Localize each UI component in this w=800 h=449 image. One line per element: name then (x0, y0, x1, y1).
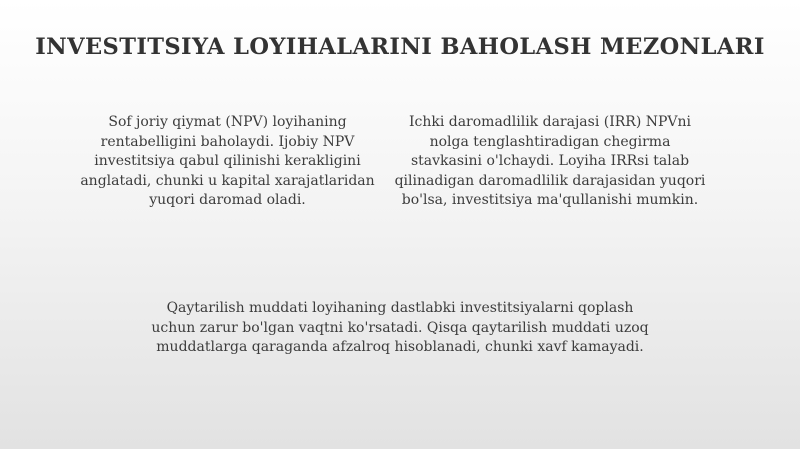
npv-description: Sof joriy qiymat (NPV) loyihaning rentabelligini baholaydi. Ijobiy NPV investitsiya qabul qilinishi kerakligini anglatadi, chunki u kapital xarajatlaridan yuqori daromad oladi. (80, 114, 375, 209)
slide-title: INVESTITSIYA LOYIHALARINI BAHOLASH MEZONLARI (35, 34, 765, 60)
payback-description: Qaytarilish muddati loyihaning dastlabki investitsiyalarni qoplash uchun zarur bo'lgan vaqtni ko'rsatadi. Qisqa qaytarilish muddati uzoq muddatlarga qaraganda afzalroq hisoblanadi, chunki xavf kamayadi. (151, 300, 649, 356)
irr-description: Ichki daromadlilik darajasi (IRR) NPVni nolga tenglashtiradigan chegirma stavkasini o'lchaydi. Loyiha IRRsi talab qilinadigan daromadlilik darajasidan yuqori bo'lsa, investitsiya ma'qullanishi mumkin. (394, 114, 706, 209)
